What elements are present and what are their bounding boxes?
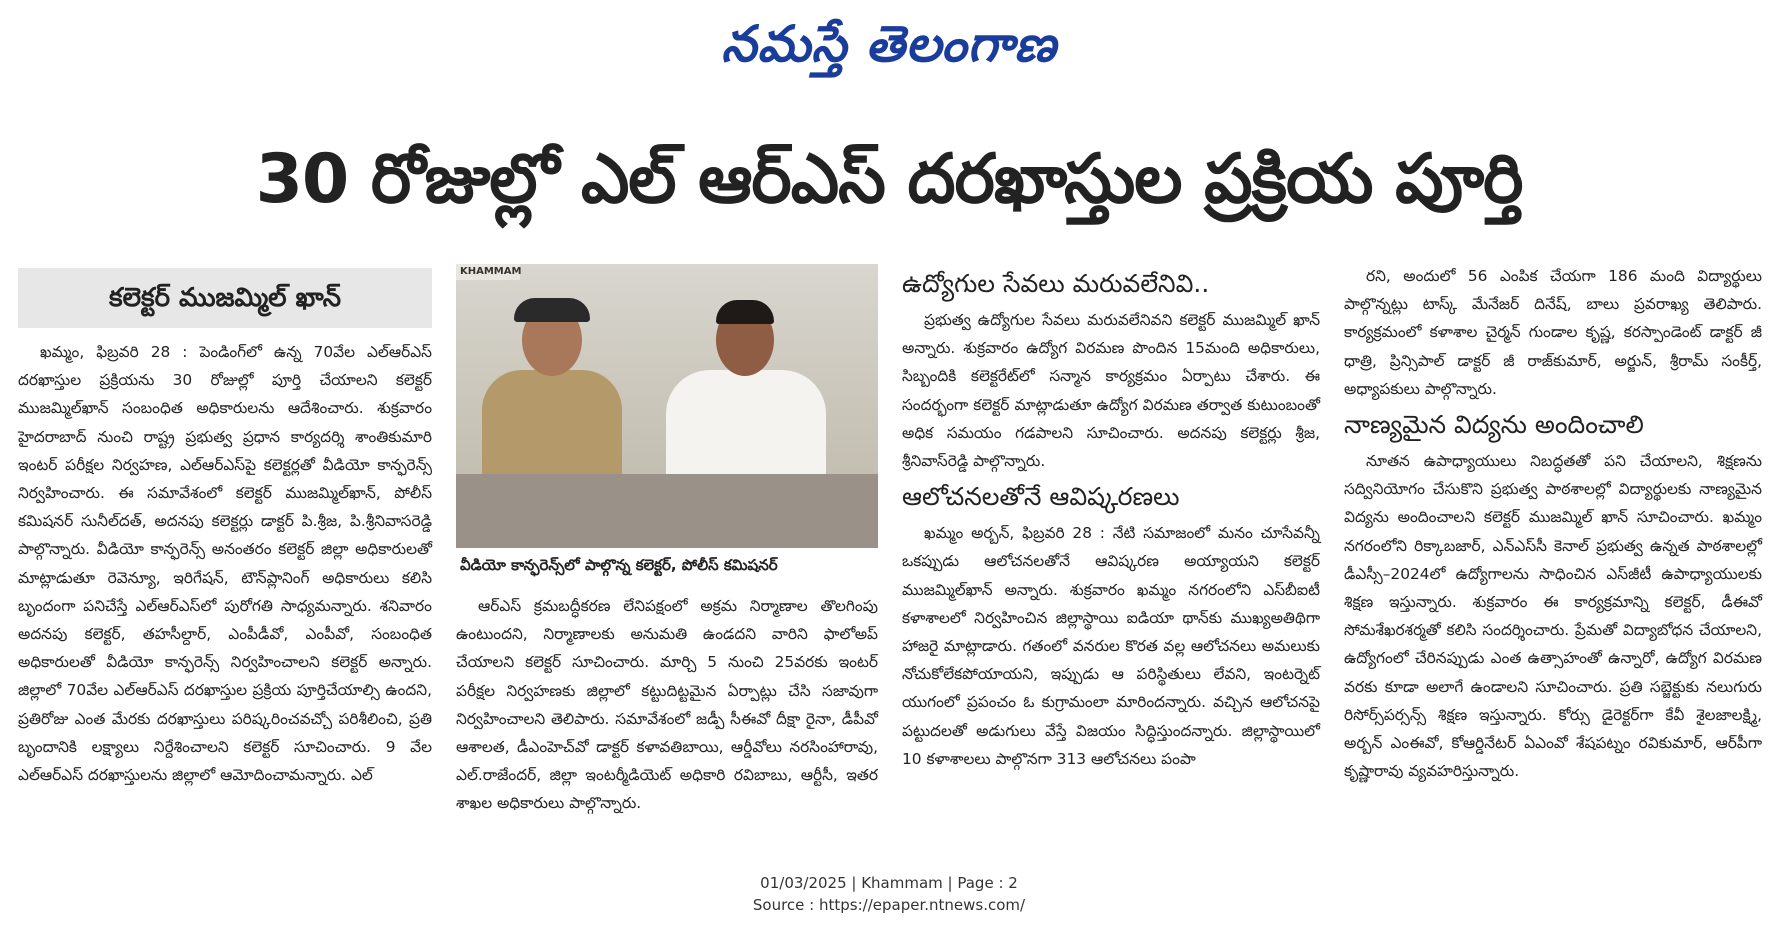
subheading: నాణ్యమైన విద్యను అందించాలి <box>1344 410 1644 440</box>
body-text: ఆర్ఎస్ క్రమబద్ధీకరణ లేనిపక్షంలో అక్రమ నిర్మాణాల తొలగింపు ఉంటుందని, నిర్మాణాలకు అనుమతి ఉండదని వారిని ఫాలోఅప్ చేయాలని కలెక్టర్ సూచించారు. మార్చి 5 నుంచి 25వరకు ఇంటర్ పరీక్షల నిర్వహణకు జిల్లాలో కట్టుదిట్టమైన ఏర్పాట్లు చేసి సజావుగా నిర్వహించాలని తెలిపారు. సమావేశంలో జడ్పీ సీఈవో దీక్షా రైనా, డీపీవో ఆశాలత, డీఎంహెచ్‌వో డాక్టర్ కళావతిబాయి, ఆర్డీవోలు నరసింహారావు, ఎల్.రాజేందర్, జిల్లా ఇంటర్మీడియెట్ అధికారి రవిబాబు, ఆర్టీసీ, ఇతర శాఖల అధికారులు పాల్గొన్నారు. <box>456 597 878 813</box>
desk <box>456 474 878 548</box>
body-text: నూతన ఉపాధ్యాయులు నిబద్ధతతో పని చేయాలని, శిక్షణను సద్వినియోగం చేసుకొని ప్రభుత్వ పాఠశాలల్లో విద్యార్థులకు నాణ్యమైన విద్యను అందించాలని కలెక్టర్ ముజమ్మిల్ ఖాన్ సూచించారు. ఖమ్మం నగరంలోని రిక్కాబజార్, ఎన్ఎస్‌సీ కెనాల్ ప్రభుత్వ ఉన్నత పాఠశాలల్లో డీఎస్సీ–2024లో ఉద్యోగాలను సాధించిన ఎస్‌జీటీ ఉపాధ్యాయులకు శిక్షణ ఇస్తున్నారు. శుక్రవారం ఈ కార్యక్రమాన్ని కలెక్టర్, డీఈవో సోమశేఖరశర్మతో కలిసి సందర్శించారు. ప్రేమతో విద్యాబోధన చేయాలని, ఉద్యోగంలో చేరినప్పుడు ఎంత ఉత్సాహంతో ఉన్నారో, ఉద్యోగ విరమణ వరకు కూడా అలాగే ఉండాలని సూచించారు. ప్రతి సబ్జెక్టుకు నలుగురు రిసోర్స్‌పర్సన్స్ శిక్షణ ఇస్తున్నారు. కోర్సు డైరెక్టర్‌గా కేవీ శైలజాలక్ష్మి, అర్బన్ ఎంఈవో, కోఆర్డినేటర్ ఏఎంవో శేషపట్నం రవికుమార్, ఆర్‌పీగా కృష్ణారావు వ్యవహరిస్తున్నారు. <box>1344 452 1762 781</box>
photo-location-tag: KHAMMAM <box>456 264 520 280</box>
byline: కలెక్టర్ ముజమ్మిల్ ఖాన్ <box>18 268 432 328</box>
body-text: ప్రభుత్వ ఉద్యోగుల సేవలు మరువలేనివని కలెక్టర్ ముజమ్మిల్ ఖాన్ అన్నారు. శుక్రవారం ఉద్యోగ విరమణ పొందిన 15మంది అధికారులు, సిబ్బందికి కలెక్టరేట్‌లో సన్మాన కార్యక్రమం ఏర్పాటు చేశారు. ఈ సందర్భంగా కలెక్టర్ మాట్లాడుతూ ఉద్యోగ విరమణ తర్వాత కుటుంబంతో అధిక సమయం గడపాలని సూచించారు. అదనపు కలెక్టర్లు శ్రీజ, శ్రీనివాస్‌రెడ్డి పాల్గొన్నారు. <box>902 311 1320 471</box>
body-text: ఖమ్మం అర్బన్, ఫిబ్రవరి 28 : నేటి సమాజంలో మనం చూసేవన్నీ ఒకప్పుడు ఆలోచనలతోనే ఆవిష్కరణ అయ్యాయని కలెక్టర్ ముజమ్మిల్‌ఖాన్ అన్నారు. శుక్రవారం ఖమ్మం నగరంలోని ఎస్‌బీఐటీ కళాశాలలో నిర్వహించిన జిల్లాస్థాయి ఐడియా థాన్‌కు ముఖ్యఅతిథిగా హాజరై మాట్లాడారు. గతంలో వనరుల కొరత వల్ల ఆలోచనలు అమలుకు నోచుకోలేకపోయాయని, ఇప్పుడు ఆ పరిస్థితులు లేవని, ఇంటర్నెట్ యుగంలో ప్రపంచం ఓ కుగ్రామంలా మారిందన్నారు. వచ్చిన ఆలోచనపై పట్టుదలతో అడుగులు వేస్తే విజయం సిద్ధిస్తుందన్నారు. జిల్లాస్థాయిలో 10 కళాశాలలు పాల్గొనగా 313 ఆలోచనలు పంపా <box>902 524 1320 768</box>
subheading: ఉద్యోగుల సేవలు మరువలేనివి.. <box>902 269 1210 298</box>
footer-source-line: Source : https://epaper.ntnews.com/ <box>752 896 1026 914</box>
subheading: ఆలోచనలతోనే ఆవిష్కరణలు <box>902 482 1180 512</box>
body-text: రని, అందులో 56 ఎంపిక చేయగా 186 మంది విద్యార్థులు పాల్గొన్నట్లు టాస్క్ మేనేజర్ దినేష్, బాలు ప్రవరాఖ్య తెలిపారు. కార్యక్రమంలో కళాశాల చైర్మన్ గుండాల కృష్ణ, కరస్పాండెంట్ డాక్టర్ జీ ధాత్రి, ప్రిన్సిపాల్ డాక్టర్ జీ రాజ్‌కుమార్, అర్జున్, శ్రీరామ్ సంకీర్త్, అధ్యాపకులు పాల్గొన్నారు. <box>1344 267 1762 398</box>
body-text: ఖమ్మం, ఫిబ్రవరి 28 : పెండింగ్‌లో ఉన్న 70వేల ఎల్ఆర్ఎస్ దరఖాస్తుల ప్రక్రియను 30 రోజుల్లో పూర్తి చేయాలని కలెక్టర్ ముజమ్మిల్‌ఖాన్ సంబంధిత అధికారులను ఆదేశించారు. శుక్రవారం హైదరాబాద్ నుంచి రాష్ట్ర ప్రభుత్వ ప్రధాన కార్యదర్శి శాంతికుమారి ఇంటర్ పరీక్షల నిర్వహణ, ఎల్ఆర్ఎస్‌పై కలెక్టర్లతో వీడియో కాన్ఫరెన్స్ నిర్వహించారు. ఈ సమావేశంలో కలెక్టర్ ముజమ్మిల్‌ఖాన్, పోలీస్ కమిషనర్ సునీల్‌దత్, అదనపు కలెక్టర్లు డాక్టర్ పి.శ్రీజ, పి.శ్రీనివాసరెడ్డి పాల్గొన్నారు. వీడియో కాన్ఫరెన్స్ అనంతరం కలెక్టర్ జిల్లా అధికారులతో మాట్లాడుతూ రెవెన్యూ, ఇరిగేషన్, టౌన్‌ప్లానింగ్ అధికారులు కలిసి బృందంగా పనిచేస్తే ఎల్ఆర్ఎస్‌లో పురోగతి సాధ్యమన్నారు. శనివారం అదనపు కలెక్టర్, తహసీల్దార్, ఎంపీడీవో, ఎంపీవో, సంబంధిత అధికారులతో వీడియో కాన్ఫరెన్స్ నిర్వహించాలని కలెక్టర్ అన్నారు. జిల్లాలో 70వేల ఎల్ఆర్ఎస్ దరఖాస్తుల ప్రక్రియ పూర్తిచేయాల్సి ఉందని, ప్రతిరోజు ఎంత మేరకు దరఖాస్తులు పరిష్కరించవచ్చో పరిశీలించి, ప్రతి బృందానికి లక్ష్యాలు నిర్దేశించాలని కలెక్టర్ సూచించారు. 9 వేల ఎల్ఆర్ఎస్ దరఖాస్తులను జిల్లాలో ఆమోదించామన్నారు. ఎల్ <box>18 343 432 785</box>
article-column-4 <box>1344 262 1762 852</box>
article-column-3 <box>902 262 1320 852</box>
article-column-1 <box>18 338 432 846</box>
news-photo <box>456 264 878 548</box>
newspaper-masthead: నమస్తే తెలంగాణ <box>721 14 1057 73</box>
photo-caption: వీడియో కాన్ఫరెన్స్‌లో పాల్గొన్న కలెక్టర్, పోలీస్ కమిషనర్ <box>460 556 778 574</box>
footer-date-line: 01/03/2025 | Khammam | Page : 2 <box>760 874 1018 892</box>
article-column-2 <box>456 592 878 846</box>
headline: 30 రోజుల్లో ఎల్ ఆర్ఎస్ దరఖాస్తుల ప్రక్రియ పూర్తి <box>255 140 1523 219</box>
